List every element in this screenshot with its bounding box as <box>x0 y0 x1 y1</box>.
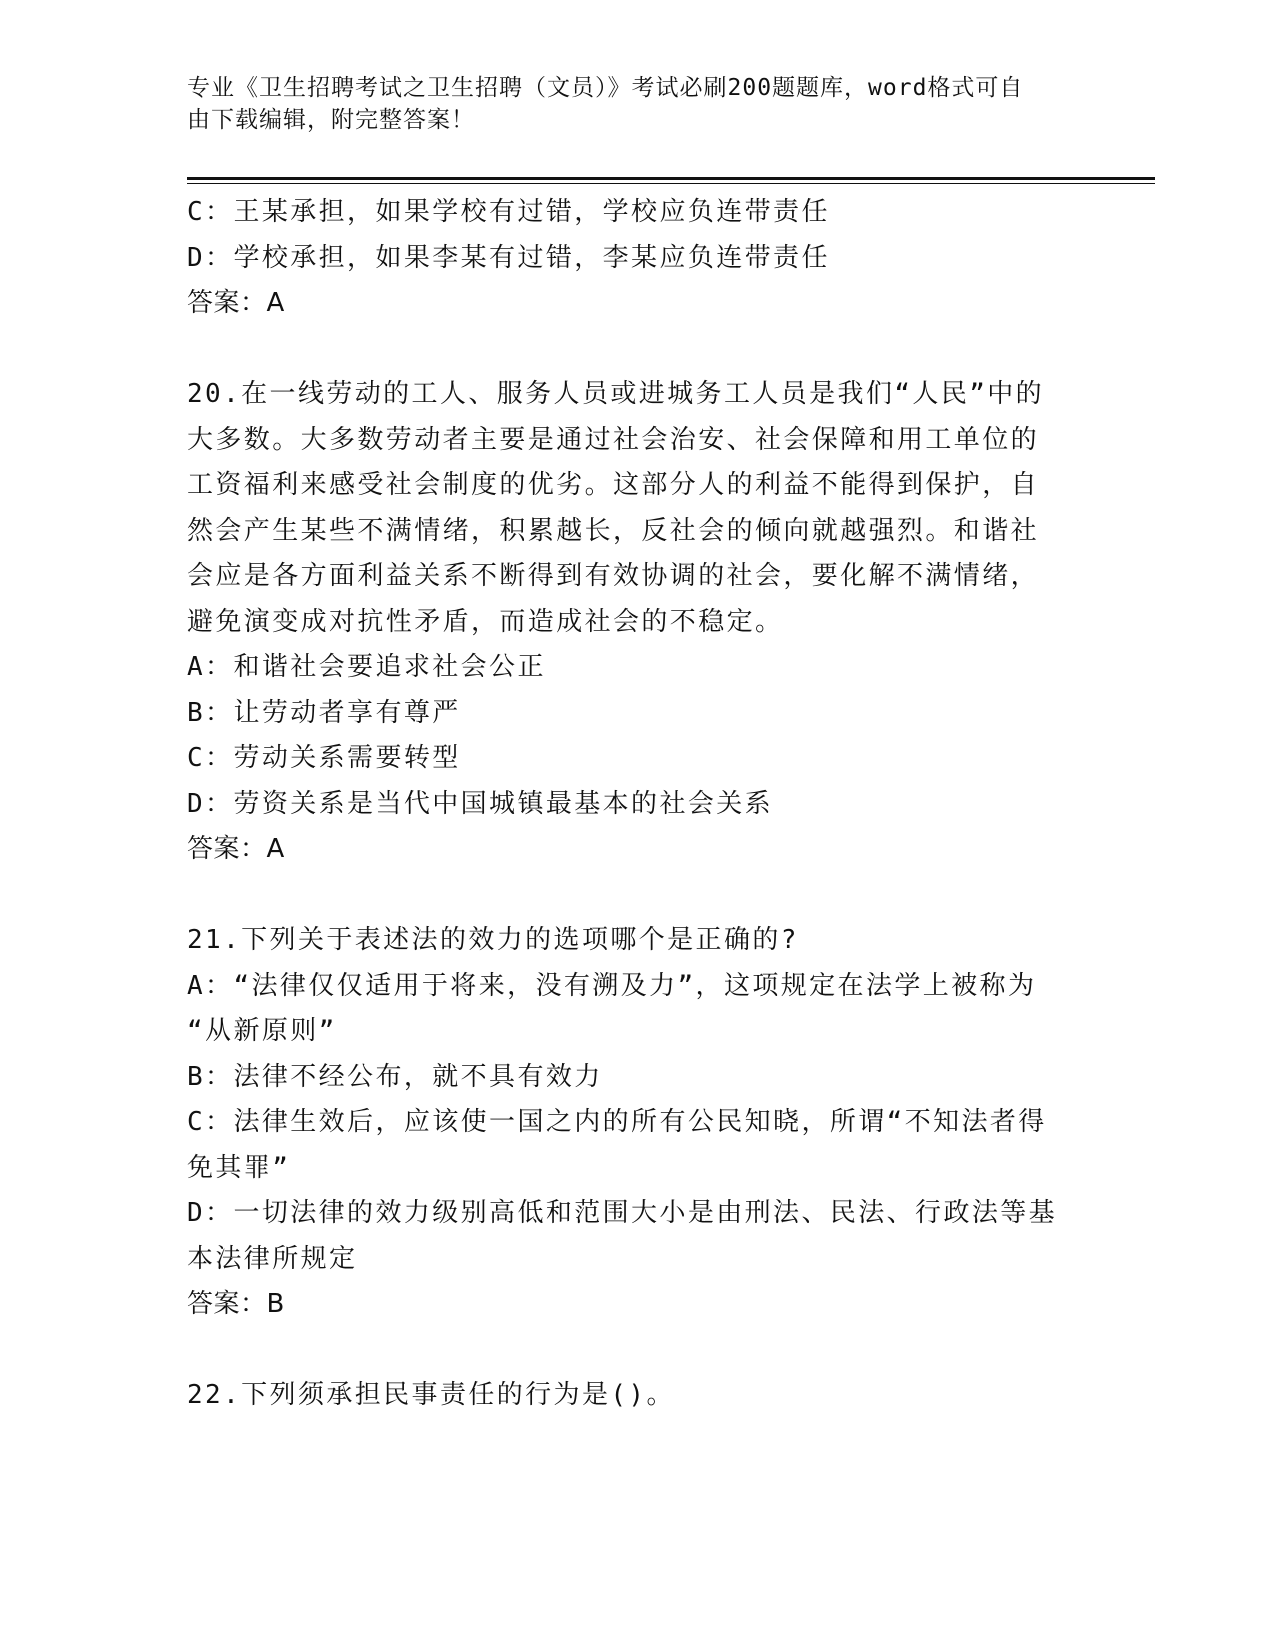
question-content <box>187 190 1087 1419</box>
question-stem-line: 会应是各方面利益关系不断得到有效协调的社会，要化解不满情绪， <box>187 561 1040 591</box>
previous-question-block <box>187 190 1087 327</box>
option-c-continued: 免其罪” <box>187 1152 291 1183</box>
question-stem-line: 避免演变成对抗性矛盾，而造成社会的不稳定。 <box>187 606 784 637</box>
option-b: B：让劳动者享有尊严 <box>187 697 461 728</box>
option-a: A：和谐社会要追求社会公正 <box>187 652 546 682</box>
option-a: A：“法律仅仅适用于将来，没有溯及力”，这项规定在法学上被称为 <box>187 970 1037 1001</box>
header-divider-thin <box>187 183 1155 184</box>
question-stem-line: 工资福利来感受社会制度的优劣。这部分人的利益不能得到保护，自 <box>187 470 1040 500</box>
spacer <box>187 873 1087 919</box>
option-b: B：法律不经公布，就不具有效力 <box>187 1061 603 1092</box>
option-d: D：劳资关系是当代中国城镇最基本的社会关系 <box>187 788 774 819</box>
answer-line: 答案：A <box>187 834 285 864</box>
question-stem-line: 20.在一线劳动的工人、服务人员或进城务工人员是我们“人民”中的 <box>187 379 1045 409</box>
option-c: C：劳动关系需要转型 <box>187 743 461 773</box>
question-stem: 21.下列关于表述法的效力的选项哪个是正确的? <box>187 925 799 955</box>
header-title-line-2: 由下载编辑，附完整答案！ <box>187 107 475 133</box>
answer-line: 答案：B <box>187 1289 285 1319</box>
question-20-block <box>187 372 1087 873</box>
answer-line: 答案：A <box>187 288 285 318</box>
option-c: C：王某承担，如果学校有过错，学校应负连带责任 <box>187 197 830 227</box>
question-21-block <box>187 918 1087 1328</box>
header-divider-thick <box>187 177 1155 180</box>
option-a-continued: “从新原则” <box>187 1016 337 1046</box>
question-stem: 22.下列须承担民事责任的行为是()。 <box>187 1380 675 1410</box>
question-stem-line: 大多数。大多数劳动者主要是通过社会治安、社会保障和用工单位的 <box>187 424 1040 455</box>
option-c: C：法律生效后，应该使一国之内的所有公民知晓，所谓“不知法者得 <box>187 1107 1047 1137</box>
question-22-block <box>187 1373 1087 1419</box>
spacer <box>187 327 1087 373</box>
spacer <box>187 1328 1087 1374</box>
document-header <box>187 72 1067 136</box>
header-title-line-1: 专业《卫生招聘考试之卫生招聘（文员）》考试必刷200题题库，word格式可自 <box>187 75 1024 101</box>
option-d: D：一切法律的效力级别高低和范围大小是由刑法、民法、行政法等基 <box>187 1198 1058 1228</box>
option-d: D：学校承担，如果李某有过错，李某应负连带责任 <box>187 242 830 273</box>
option-d-continued: 本法律所规定 <box>187 1243 358 1274</box>
question-stem-line: 然会产生某些不满情绪，积累越长，反社会的倾向就越强烈。和谐社 <box>187 515 1040 546</box>
